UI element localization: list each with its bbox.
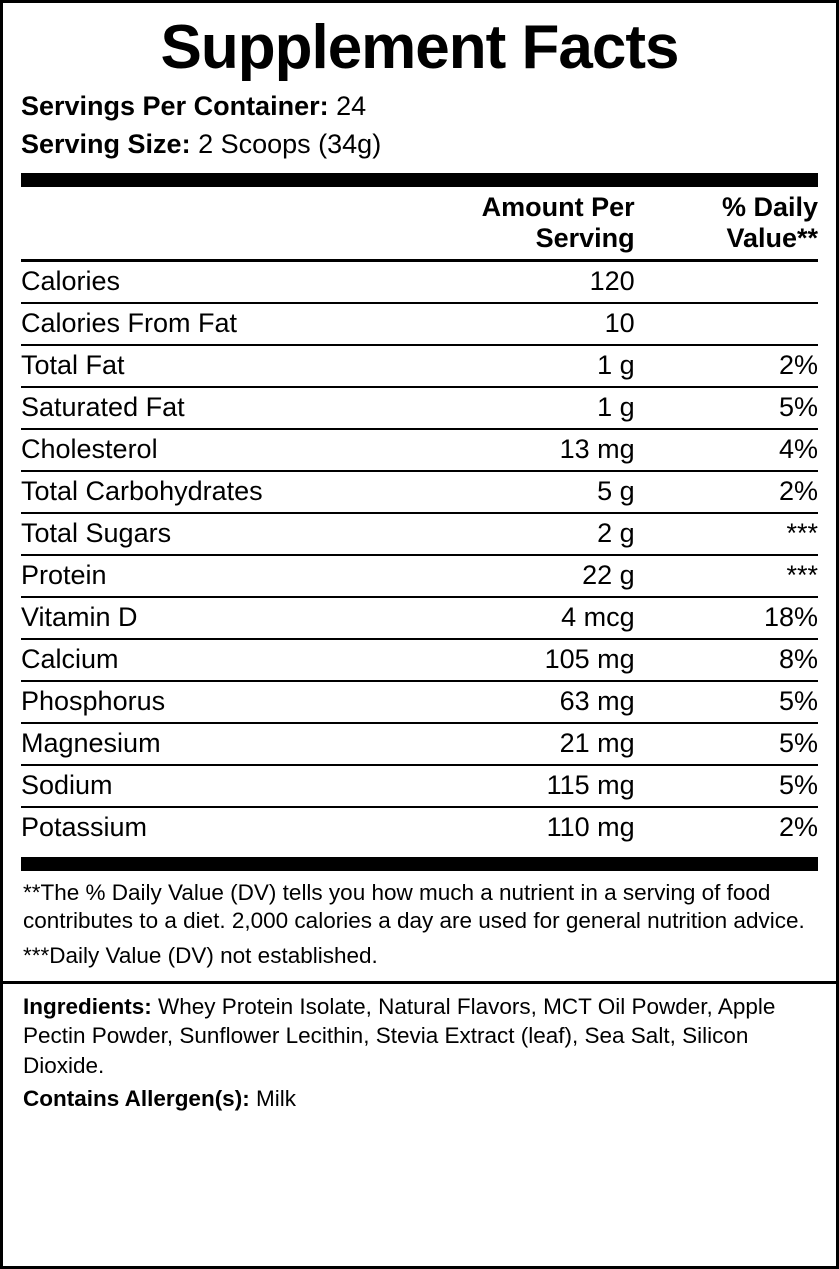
ingredients-label: Ingredients: (23, 994, 152, 1020)
nutrient-name: Saturated Fat (21, 387, 388, 429)
nutrient-amount: 1 g (388, 387, 635, 429)
header-blank (21, 187, 388, 261)
table-row (21, 639, 818, 681)
nutrient-dv: 5% (635, 765, 818, 807)
header-rule (21, 173, 818, 187)
allergens-label: Contains Allergen(s): (23, 1085, 250, 1111)
table-row (21, 345, 818, 387)
nutrient-dv: 2% (635, 471, 818, 513)
footnotes (21, 871, 818, 971)
nutrient-name: Vitamin D (21, 597, 388, 639)
table-row (21, 387, 818, 429)
footnote-daily-value: **The % Daily Value (DV) tells you how much a nutrient in a serving of food contributes to a diet. 2,000 calories a day are used for general nutrition advice. (23, 879, 805, 934)
nutrition-table (21, 187, 818, 848)
table-row (21, 513, 818, 555)
nutrient-name: Calories (21, 260, 388, 303)
nutrient-dv: 5% (635, 723, 818, 765)
table-row (21, 807, 818, 848)
nutrient-name: Calories From Fat (21, 303, 388, 345)
servings-per-container-value: 24 (336, 91, 367, 121)
allergens-text: Milk (255, 1085, 296, 1111)
nutrient-dv: 18% (635, 597, 818, 639)
table-row (21, 681, 818, 723)
nutrient-amount: 21 mg (388, 723, 635, 765)
nutrient-name: Total Sugars (21, 513, 388, 555)
nutrient-amount: 1 g (388, 345, 635, 387)
nutrient-amount: 115 mg (388, 765, 635, 807)
nutrient-amount: 10 (388, 303, 635, 345)
table-row (21, 555, 818, 597)
nutrient-dv: 8% (635, 639, 818, 681)
nutrient-amount: 2 g (388, 513, 635, 555)
table-row (21, 597, 818, 639)
footer-rule (21, 857, 818, 871)
page-title: Supplement Facts (160, 13, 679, 82)
nutrient-dv: 2% (635, 345, 818, 387)
table-header-row (21, 187, 818, 261)
nutrient-amount: 13 mg (388, 429, 635, 471)
nutrient-amount: 63 mg (388, 681, 635, 723)
allergens (21, 1080, 818, 1113)
nutrient-name: Sodium (21, 765, 388, 807)
ingredients-text: Whey Protein Isolate, Natural Flavors, MCT Oil Powder, Apple Pectin Powder, Sunflower Lecithin, Stevia Extract (leaf), Sea Salt, Silicon Dioxide. (23, 994, 776, 1078)
nutrient-dv: *** (635, 513, 818, 555)
ingredients (21, 984, 818, 1080)
servings-per-container (21, 87, 818, 125)
nutrient-dv (635, 303, 818, 345)
table-row (21, 429, 818, 471)
serving-size-value: 2 Scoops (34g) (198, 129, 382, 160)
servings-per-container-label: Servings Per Container: (21, 91, 329, 121)
nutrient-name: Total Carbohydrates (21, 471, 388, 513)
table-row (21, 723, 818, 765)
nutrient-dv: *** (635, 555, 818, 597)
nutrient-name: Total Fat (21, 345, 388, 387)
nutrient-dv: 2% (778, 811, 818, 842)
nutrient-dv: 4% (635, 429, 818, 471)
header-amount: Amount Per Serving (388, 187, 635, 261)
nutrient-name: Phosphorus (21, 681, 388, 723)
table-row (21, 765, 818, 807)
table-row (21, 260, 818, 303)
serving-size (21, 125, 818, 163)
nutrient-dv (635, 260, 818, 303)
nutrient-amount: 5 g (388, 471, 635, 513)
nutrient-dv: 5% (635, 681, 818, 723)
nutrient-amount: 110 mg (546, 811, 635, 842)
header-daily-value: % Daily Value** (635, 187, 818, 261)
nutrient-name: Protein (21, 555, 388, 597)
nutrient-name: Cholesterol (21, 429, 388, 471)
footnote-not-established: ***Daily Value (DV) not established. (23, 943, 378, 969)
nutrient-amount: 22 g (388, 555, 635, 597)
nutrient-dv: 5% (635, 387, 818, 429)
nutrient-name: Calcium (21, 639, 388, 681)
table-row (21, 471, 818, 513)
nutrient-amount: 120 (388, 260, 635, 303)
nutrient-name: Potassium (21, 811, 148, 842)
serving-size-label: Serving Size: (21, 129, 191, 160)
table-row (21, 303, 818, 345)
nutrient-amount: 105 mg (388, 639, 635, 681)
nutrient-name: Magnesium (21, 723, 388, 765)
nutrient-amount: 4 mcg (388, 597, 635, 639)
